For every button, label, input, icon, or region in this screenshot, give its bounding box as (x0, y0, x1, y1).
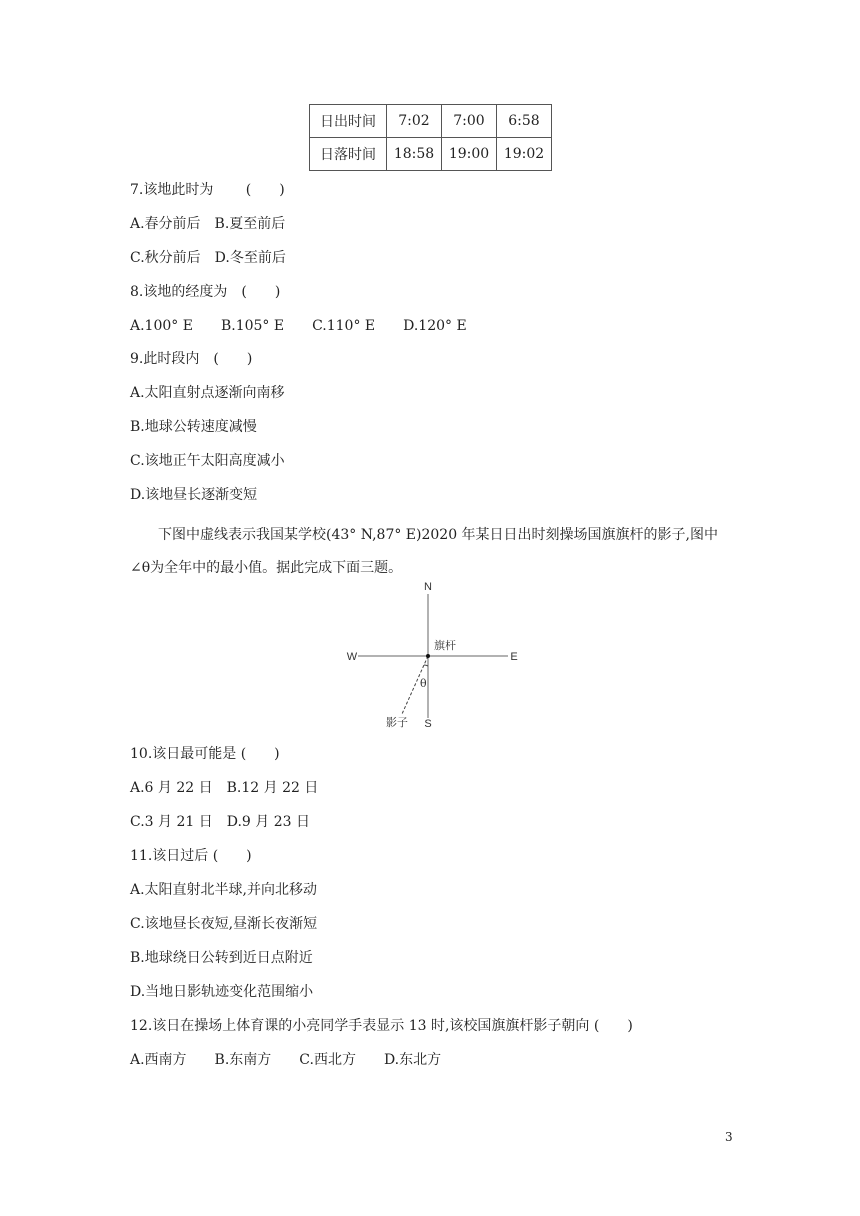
sunrise-value: 7:02 (387, 105, 442, 138)
west-label: W (346, 651, 358, 663)
theta-label: θ (420, 677, 427, 690)
flagpole-label: 旗杆 (434, 639, 456, 652)
page-number: 3 (725, 1130, 733, 1144)
question-10-stem: 10.该日最可能是 ( ) (130, 746, 280, 762)
question-9-option-b: B.地球公转速度减慢 (130, 419, 257, 435)
question-11-option-d: D.当地日影轨迹变化范围缩小 (130, 984, 314, 1000)
question-9-option-c: C.该地正午太阳高度减小 (130, 453, 285, 469)
sunrise-value: 7:00 (442, 105, 497, 138)
question-11-option-c: C.该地昼长夜短,昼渐长夜渐短 (130, 916, 318, 932)
flagpole-point (426, 654, 430, 658)
question-9-option-d: D.该地昼长逐渐变短 (130, 487, 258, 503)
question-10-options-ab: A.6 月 22 日 B.12 月 22 日 (130, 780, 319, 796)
question-7-options-cd: C.秋分前后 D.冬至前后 (130, 250, 286, 266)
sunrise-label: 日出时间 (310, 105, 387, 138)
question-8-options: A.100° E B.105° E C.110° E D.120° E (130, 318, 467, 334)
question-9-stem: 9.此时段内 ( ) (130, 351, 253, 367)
question-11-option-a: A.太阳直射北半球,并向北移动 (130, 882, 318, 898)
sunset-value: 19:00 (442, 138, 497, 171)
flagpole-shadow-diagram (330, 578, 530, 733)
question-9-option-a: A.太阳直射点逐渐向南移 (130, 385, 285, 401)
sunset-label: 日落时间 (310, 138, 387, 171)
north-label: N (424, 581, 432, 593)
question-8-stem: 8.该地的经度为 ( ) (130, 284, 281, 300)
shadow-label: 影子 (386, 716, 408, 729)
sunset-value: 19:02 (497, 138, 552, 171)
east-label: E (510, 651, 518, 663)
diagram-intro: 下图中虚线表示我国某学校(43° N,87° E)2020 年某日日出时刻操场国旗旗杆的影子,图中∠θ为全年中的最小值。据此完成下面三题。 (130, 527, 719, 576)
angle-arc (424, 665, 428, 666)
question-12-stem: 12.该日在操场上体育课的小亮同学手表显示 13 时,该校国旗旗杆影子朝向 ( ) (130, 1018, 633, 1034)
sunset-value: 18:58 (387, 138, 442, 171)
question-7-stem: 7.该地此时为 ( ) (130, 182, 285, 198)
sunrise-sunset-table (309, 104, 552, 171)
question-7-options-ab: A.春分前后 B.夏至前后 (130, 216, 286, 232)
table-row (310, 105, 552, 138)
question-10-options-cd: C.3 月 21 日 D.9 月 23 日 (130, 814, 310, 830)
question-12-options: A.西南方 B.东南方 C.西北方 D.东北方 (130, 1052, 442, 1068)
south-label: S (424, 718, 432, 730)
table-row (310, 138, 552, 171)
question-11-stem: 11.该日过后 ( ) (130, 848, 252, 864)
sunrise-value: 6:58 (497, 105, 552, 138)
question-11-option-b: B.地球绕日公转到近日点附近 (130, 950, 313, 966)
